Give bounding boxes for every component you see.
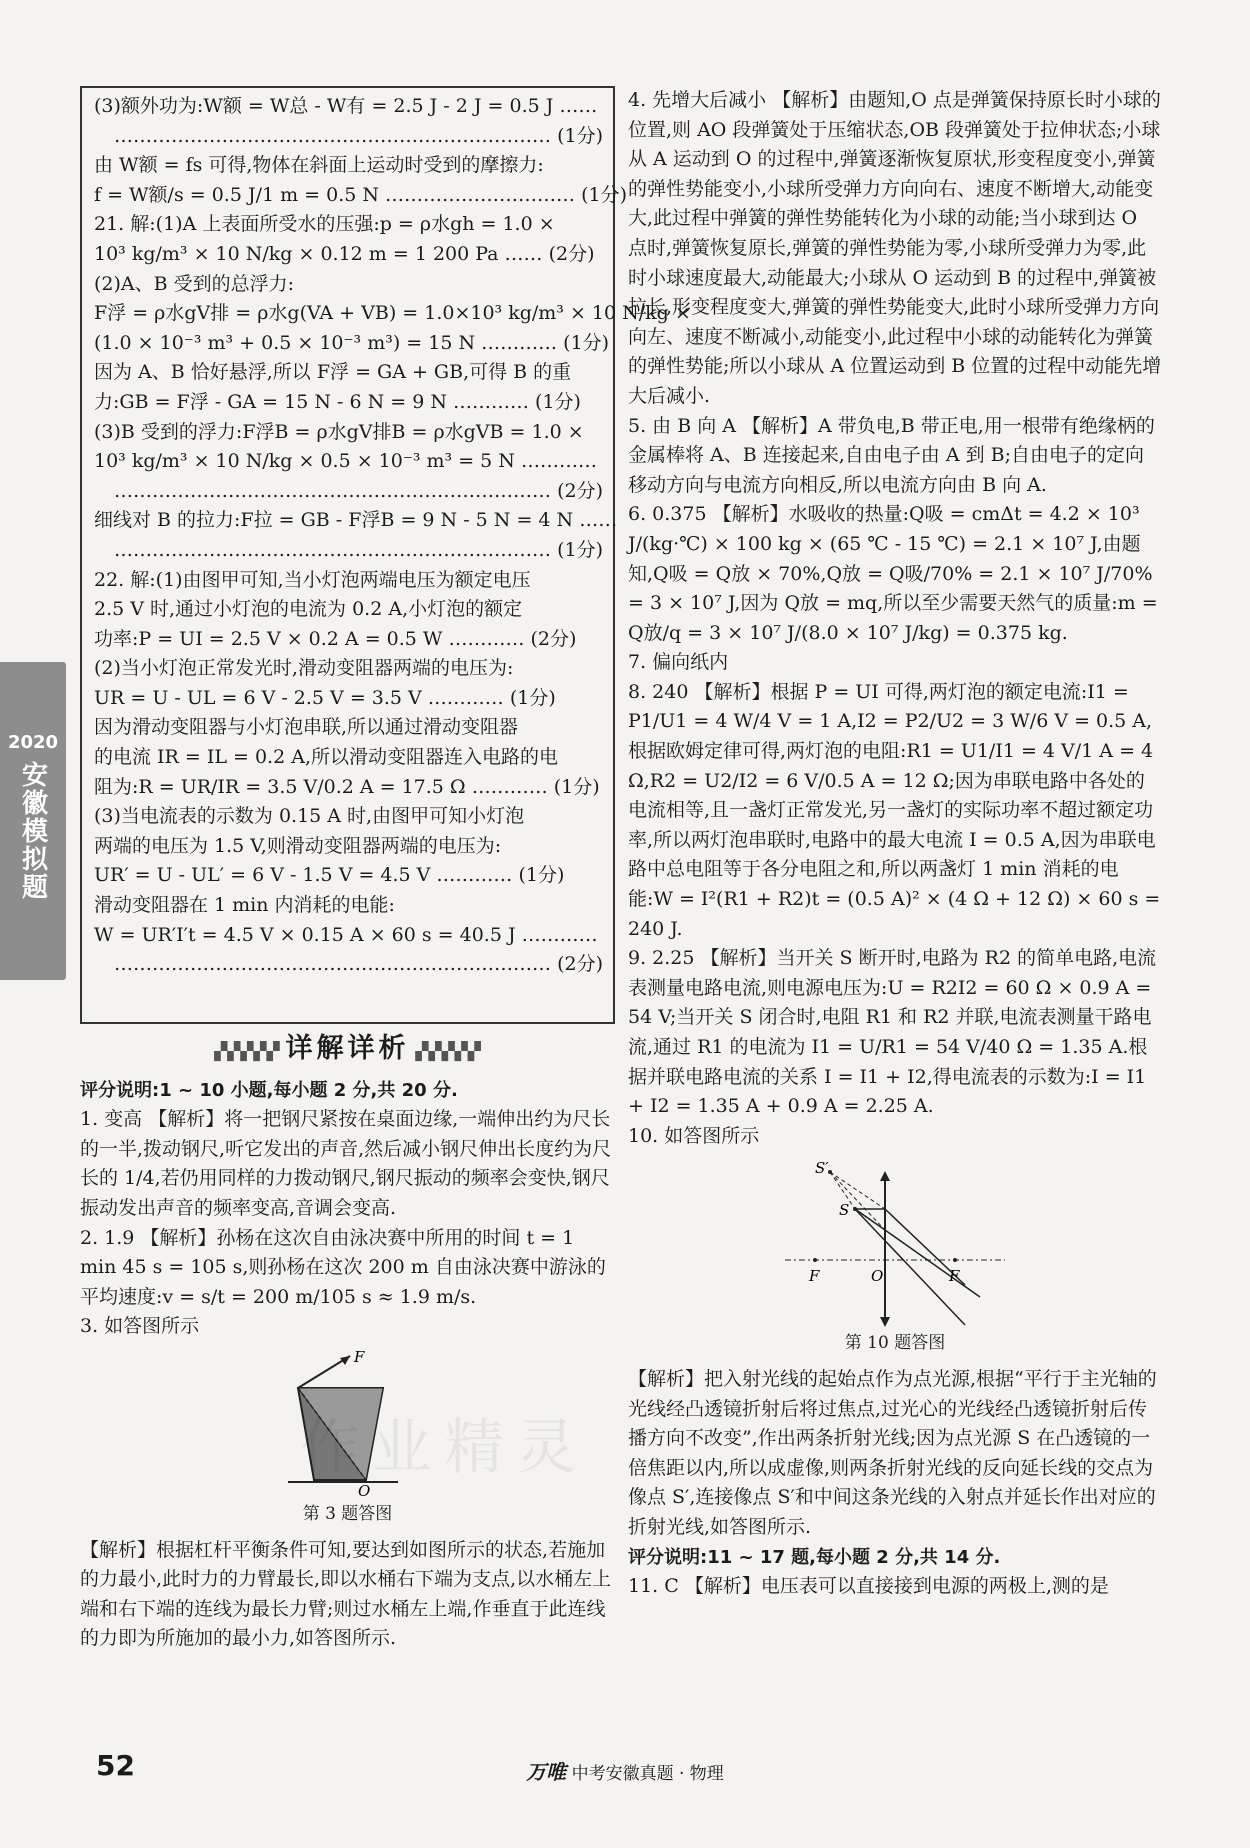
incident-ray-middle [855,1209,885,1230]
answer-q10: 10. 如答图所示 [628,1124,760,1147]
solution-line: F浮 = ρ水gV排 = ρ水g(VA + VB) = 1.0×10³ kg/m³ × 10 N/kg × [94,302,691,325]
solution-line: (2)当小灯泡正常发光时,滑动变阻器两端的电压为: [94,657,514,680]
label-s-prime: S′ [815,1159,829,1178]
label-o: O [357,1481,370,1500]
focus-right-dot [953,1258,957,1262]
page-number: 52 [96,1749,135,1782]
solution-line: 功率:P = UI = 2.5 V × 0.2 A = 0.5 W ………… (2分) [94,627,577,650]
solution-line: 的电流 IR = IL = 0.2 A,所以滑动变阻器连入电路的电 [94,746,558,769]
solution-line: 因为滑动变阻器与小灯泡串联,所以通过滑动变阻器 [94,716,519,739]
answer-q3: 3. 如答图所示 [80,1315,200,1338]
solution-line: (1.0 × 10⁻³ m³ + 0.5 × 10⁻³ m³) = 15 N ………… (1分) [94,331,610,354]
solution-line: 力:GB = F浮 - GA = 15 N - 6 N = 9 N ………… (1分) [94,390,581,413]
section-title: ▞▞▞▞▞ 详解详析 ▞▞▞▞▞ [214,1033,481,1064]
solution-line: …………………………………………………………… (2分) [114,479,603,502]
solution-line: (2)A、B 受到的总浮力: [94,272,295,295]
label-f-left: F [809,1267,820,1286]
solution-line: 两端的电压为 1.5 V,则滑动变阻器两端的电压为: [94,834,502,857]
solution-line: 阻为:R = UR/IR = 3.5 V/0.2 A = 17.5 Ω ………… (1分) [94,775,600,798]
point-source-s [853,1207,857,1211]
solution-line: UR′ = U - UL′ = 6 V - 1.5 V = 4.5 V ………… (1分) [94,864,565,887]
refracted-ray-2 [885,1230,980,1297]
side-tab-title: 安徽模拟题 [17,761,48,901]
lens-top-arrow [880,1171,890,1181]
footer-text: 中考安徽真题 · 物理 [571,1764,724,1784]
figure-3 [80,1348,615,1530]
solution-line: (3)B 受到的浮力:F浮B = ρ水gV排B = ρ水gVB = 1.0 × [94,420,584,443]
solution-line: 21. 解:(1)A 上表面所受水的压强:p = ρ水gh = 1.0 × [94,213,555,236]
lever-bucket-diagram [288,1348,408,1498]
figure-3-caption: 第 3 题答图 [302,1503,393,1524]
footer-brand: 万唯 [526,1760,567,1784]
solution-line: 因为 A、B 恰好悬浮,所以 F浮 = GA + GB,可得 B 的重 [94,361,572,384]
label-o: O [871,1267,884,1286]
watermark: 作业精灵 [300,1413,588,1483]
scoring-note-2: 评分说明:11 ~ 17 题,每小题 2 分,共 14 分. [628,1546,1001,1568]
solution-line: (3)额外功为:W额 = W总 - W有 = 2.5 J - 2 J = 0.5 J …… [94,95,598,117]
solution-line: 由 W额 = fs 可得,物体在斜面上运动时受到的摩擦力: [94,154,544,177]
convex-lens-diagram [775,1157,1015,1327]
label-s: S [839,1201,850,1220]
answer-q7: 7. 偏向纸内 [628,651,729,674]
figure-10-caption: 第 10 题答图 [844,1333,946,1354]
label-f: F [353,1347,364,1366]
answer-q6: 6. 0.375 【解析】水吸收的热量:Q吸 = cmΔt = 4.2 × 10³ J/(kg·℃) × 100 kg × (65 ℃ - 15 ℃) = 2.1 × 10⁷ J,由题知,Q吸 = Q放 × 70%,Q放 = Q吸/70% = 2.1 × 10⁷ J/70% = 3 × 10⁷ J,因为 Q放 = mq,所以至少需要天然气的质量:m = Q放/q = 3 × 10⁷ J/(8.0 × 10⁷ J/kg) = 0.375 kg. [628,503,1158,644]
solution-line: W = UR′I′t = 4.5 V × 0.15 A × 60 s = 40.5 J ………… [94,923,598,946]
solution-line: 10³ kg/m³ × 10 N/kg × 0.5 × 10⁻³ m³ = 5 N ………… [94,450,597,473]
solution-line: …………………………………………………………… (1分) [114,538,603,561]
focus-left-dot [813,1258,817,1262]
answer-q11: 11. C 【解析】电压表可以直接接到电源的两极上,测的是 [628,1575,1109,1598]
page-footer [0,1756,1250,1785]
right-column [628,86,1162,1602]
solution-line: …………………………………………………………… (2分) [114,953,603,976]
solution-line: f = W额/s = 0.5 J/1 m = 0.5 N ………………………… (1分) [94,183,628,206]
answer-q5: 5. 由 B 向 A 【解析】A 带负电,B 带正电,用一根带有绝缘柄的金属棒将 A、B 连接起来,自由电子由 A 到 B;自由电子的定向移动方向与电流方向相反,所以电流方向由 B 向 A. [628,414,1155,496]
scoring-note-1: 评分说明:1 ~ 10 小题,每小题 2 分,共 20 分. [80,1079,458,1101]
solution-line: 22. 解:(1)由图甲可知,当小灯泡两端电压为额定电压 [94,568,531,591]
side-tab-year: 2020 [7,732,59,753]
answer-q10-analysis: 【解析】把入射光线的起始点作为点光源,根据“平行于主光轴的光线经凸透镜折射后将过焦点,过光心的光线经凸透镜折射后传播方向不改变”,作出两条折射光线;因为点光源 S 在凸透镜的一倍焦距以内,所以成虚像,则两条折射光线的反向延长线的交点为像点 S′,连接像点 S′和中间这条光线的入射点并延长作出对应的折射光线,如答图所示. [628,1367,1157,1538]
solution-line: 细线对 B 的拉力:F拉 = GB - F浮B = 9 N - 5 N = 4 N …… [94,509,618,532]
solution-line: 2.5 V 时,通过小灯泡的电流为 0.2 A,小灯泡的额定 [94,598,523,621]
answer-q9: 9. 2.25 【解析】当开关 S 断开时,电路为 R2 的简单电路,电流表测量电路电流,则电源电压为:U = R2I2 = 60 Ω × 0.9 A = 54 V;当开关 S 闭合时,电阻 R1 和 R2 并联,电流表测量干路电流,通过 R1 的电流为 I1 = U/R1 = 54 V/40 Ω = 1.35 A.根据并联电路电流的关系 I = I1 + I2,得电流表的示数为:I = I1 + I2 = 1.35 A + 0.9 A = 2.25 A. [628,947,1157,1118]
solution-line: …………………………………………………………… (1分) [114,124,603,147]
answer-q4: 4. 先增大后减小 【解析】由题知,O 点是弹簧保持原长时小球的位置,则 AO 段弹簧处于压缩状态,OB 段弹簧处于拉伸状态;小球从 A 运动到 O 的过程中,弹簧逐渐恢复原状,形变程度变小,弹簧的弹性势能变小,小球所受弹力方向向右、速度不断增大,动能变大,此过程中弹簧的弹性势能转化为小球的动能;当小球到达 O 点时,弹簧恢复原长,弹簧的弹性势能为零,小球所受弹力为零,此时小球速度最大,动能最大;小球从 O 运动到 B 的过程中,弹簧被拉长,形变程度变大,弹簧的弹性势能变大,此时小球所受弹力方向向左、速度不断减小,动能变小,此过程中小球的动能转化为弹簧的弹性势能;所以小球从 A 位置运动到 B 位置的过程中动能先增大后减小. [628,89,1162,407]
solution-line: UR = U - UL = 6 V - 2.5 V = 3.5 V ………… (1分) [94,686,556,709]
answer-q8: 8. 240 【解析】根据 P = UI 可得,两灯泡的额定电流:I1 = P1/U1 = 4 W/4 V = 1 A,I2 = P2/U2 = 3 W/6 V = 0.5 A,根据欧姆定律可得,两灯泡的电阻:R1 = U1/I1 = 4 V/1 A = 4 Ω,R2 = U2/I2 = 6 V/0.5 A = 12 Ω;因为串联电路中各处的电流相等,且一盏灯正常发光,另一盏灯的实际功率不超过额定功率,所以两灯泡串联时,电路中的最大电流 I = 0.5 A,因为串联电路中总电阻等于各分电阻之和,所以两盏灯 1 min 消耗的电能:W = I²(R1 + R2)t = (0.5 A)² × (4 Ω + 12 Ω) × 60 s = 240 J. [628,680,1161,940]
side-tab [0,662,66,980]
section-title-text: 详解详析 [285,1033,410,1064]
label-f-right: F [949,1267,960,1286]
answer-q2: 2. 1.9 【解析】孙杨在这次自由泳决赛中所用的时间 t = 1 min 45 s = 105 s,则孙杨在这次 200 m 自由泳决赛中游泳的平均速度:v = s/t = 200 m/105 s ≈ 1.9 m/s. [80,1226,606,1308]
answer-q3-analysis: 【解析】根据杠杆平衡条件可知,要达到如图所示的状态,若施加的力最小,此时力的力臂最长,即以水桶右下端为支点,以水桶左上端和右下端的连线为最长力臂;则过水桶左上端,作垂直于此连线的力即为所施加的最小力,如答图所示. [80,1538,612,1650]
solution-line: 滑动变阻器在 1 min 内消耗的电能: [94,894,395,917]
figure-10 [628,1157,1162,1359]
solution-line: 10³ kg/m³ × 10 N/kg × 0.12 m = 1 200 Pa …… (2分) [94,242,595,265]
answer-q1: 1. 变高 【解析】将一把钢尺紧按在桌面边缘,一端伸出约为尺长的一半,拨动钢尺,听它发出的声音,然后减小钢尺伸出长度约为尺长的 1/4,若仍用同样的力拨动钢尺,钢尺振动的频率会变快,钢尺振动发出声音的频率变高,音调会变高. [80,1108,612,1219]
solution-line: (3)当电流表的示数为 0.15 A 时,由图甲可知小灯泡 [94,805,525,828]
lens-bottom-arrow [880,1317,890,1327]
